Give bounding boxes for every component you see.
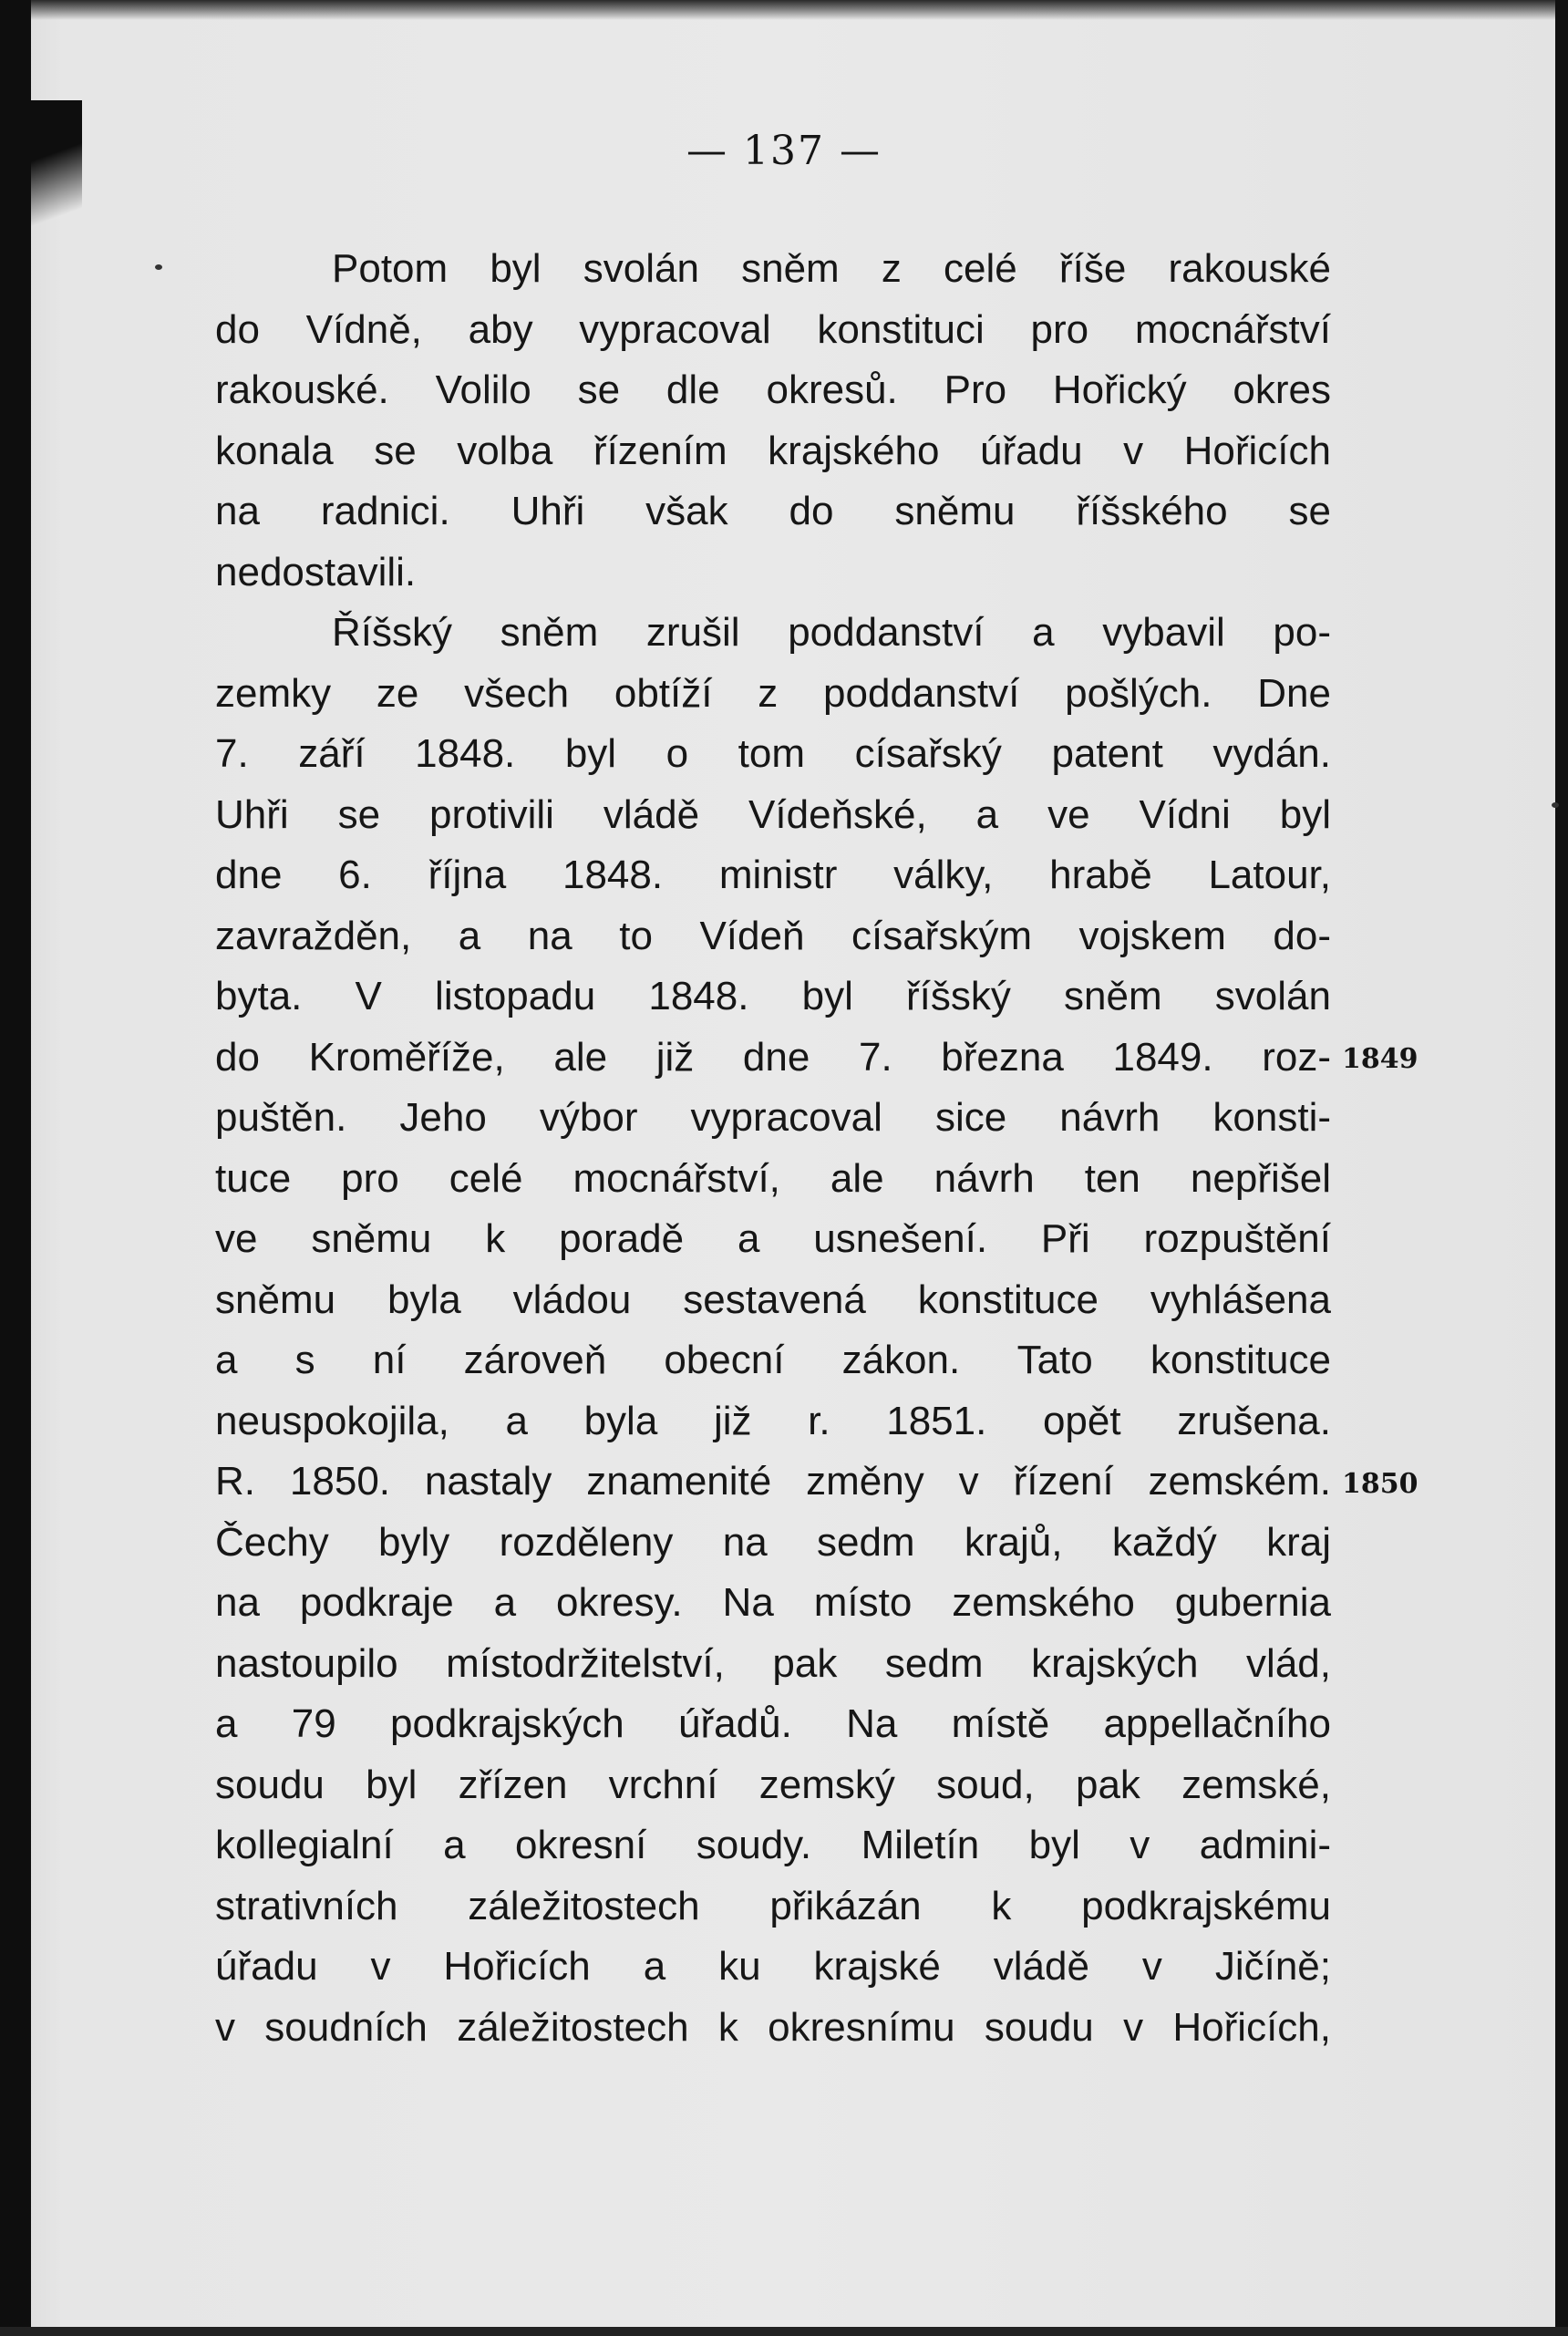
text-line: kollegialní a okresní soudy. Miletín byl v admini- xyxy=(215,1823,1331,1867)
text-line: zavražděn, a na to Vídeň císařským vojskem do- xyxy=(215,913,1331,958)
text-line: nastoupilo místodržitelství, pak sedm krajských vlád, xyxy=(215,1640,1331,1686)
text-line: zemky ze všech obtíží z poddanství pošlých. Dne xyxy=(215,670,1331,716)
text-line: rakouské. Volilo se dle okresů. Pro Hořický okres xyxy=(215,367,1331,412)
print-speck xyxy=(1552,802,1559,808)
margin-note-year: 1850 xyxy=(1342,1468,1418,1500)
text-line: v soudních záležitostech k okresnímu soudu v Hořicích, xyxy=(215,2004,1331,2050)
text-line: Uhři se protivili vládě Vídeňské, a ve Vídni byl xyxy=(215,791,1331,837)
text-line: byta. V listopadu 1848. byl říšský sněm svolán xyxy=(215,974,1331,1018)
text-line: a 79 podkrajských úřadů. Na místě appellačního xyxy=(215,1701,1331,1746)
text-line: 7. září 1848. byl o tom císařský patent vydán. xyxy=(215,731,1331,776)
page-right-edge-shadow xyxy=(1555,0,1568,2336)
text-line: konala se volba řízením krajského úřadu v Hořicích xyxy=(215,428,1331,473)
text-line: a s ní zároveň obecní zákon. Tato konstituce xyxy=(215,1338,1331,1382)
text-line: Potom byl svolán sněm z celé říše rakouské xyxy=(332,246,1331,291)
text-line: do Vídně, aby vypracoval konstituci pro mocnářství xyxy=(215,306,1331,352)
page-bottom-edge-shadow xyxy=(0,2327,1568,2336)
text-line: nedostavili. xyxy=(215,549,417,594)
page-binding-shadow xyxy=(18,100,82,264)
text-line: na podkraje a okresy. Na místo zemského gubernia xyxy=(215,1580,1331,1625)
text-line: neuspokojila, a byla již r. 1851. opět zrušena. xyxy=(215,1398,1331,1443)
page-left-edge-shadow xyxy=(0,0,31,2336)
text-line: na radnici. Uhři však do sněmu říšského se xyxy=(215,489,1331,533)
text-line: sněmu byla vládou sestavená konstituce vyhlášena xyxy=(215,1277,1331,1322)
text-line: dne 6. října 1848. ministr války, hrabě Latour, xyxy=(215,853,1331,897)
text-line: Říšský sněm zrušil poddanství a vybavil po- xyxy=(332,610,1331,655)
page-number: — 137 — xyxy=(686,128,882,174)
text-line: soudu byl zřízen vrchní zemský soud, pak zemské, xyxy=(215,1762,1331,1807)
print-speck xyxy=(155,264,162,270)
text-line: do Kroměříže, ale již dne 7. března 1849. roz- xyxy=(215,1034,1331,1080)
margin-note-year: 1849 xyxy=(1342,1043,1418,1075)
body-text xyxy=(215,239,1331,2058)
text-line: puštěn. Jeho výbor vypracoval sice návrh konsti- xyxy=(215,1095,1331,1140)
page-top-edge-shadow xyxy=(0,0,1568,20)
text-line: Čechy byly rozděleny na sedm krajů, každý kraj xyxy=(215,1519,1331,1565)
text-line: strativních záležitostech přikázán k podkrajskému xyxy=(215,1883,1331,1928)
text-line: tuce pro celé mocnářství, ale návrh ten nepřišel xyxy=(215,1155,1331,1201)
text-line: úřadu v Hořicích a ku krajské vládě v Jičíně; xyxy=(215,1944,1331,1989)
text-line: ve sněmu k poradě a usnešení. Při rozpuštění xyxy=(215,1216,1331,1261)
text-line: R. 1850. nastaly znamenité změny v řízení zemském. xyxy=(215,1459,1331,1504)
